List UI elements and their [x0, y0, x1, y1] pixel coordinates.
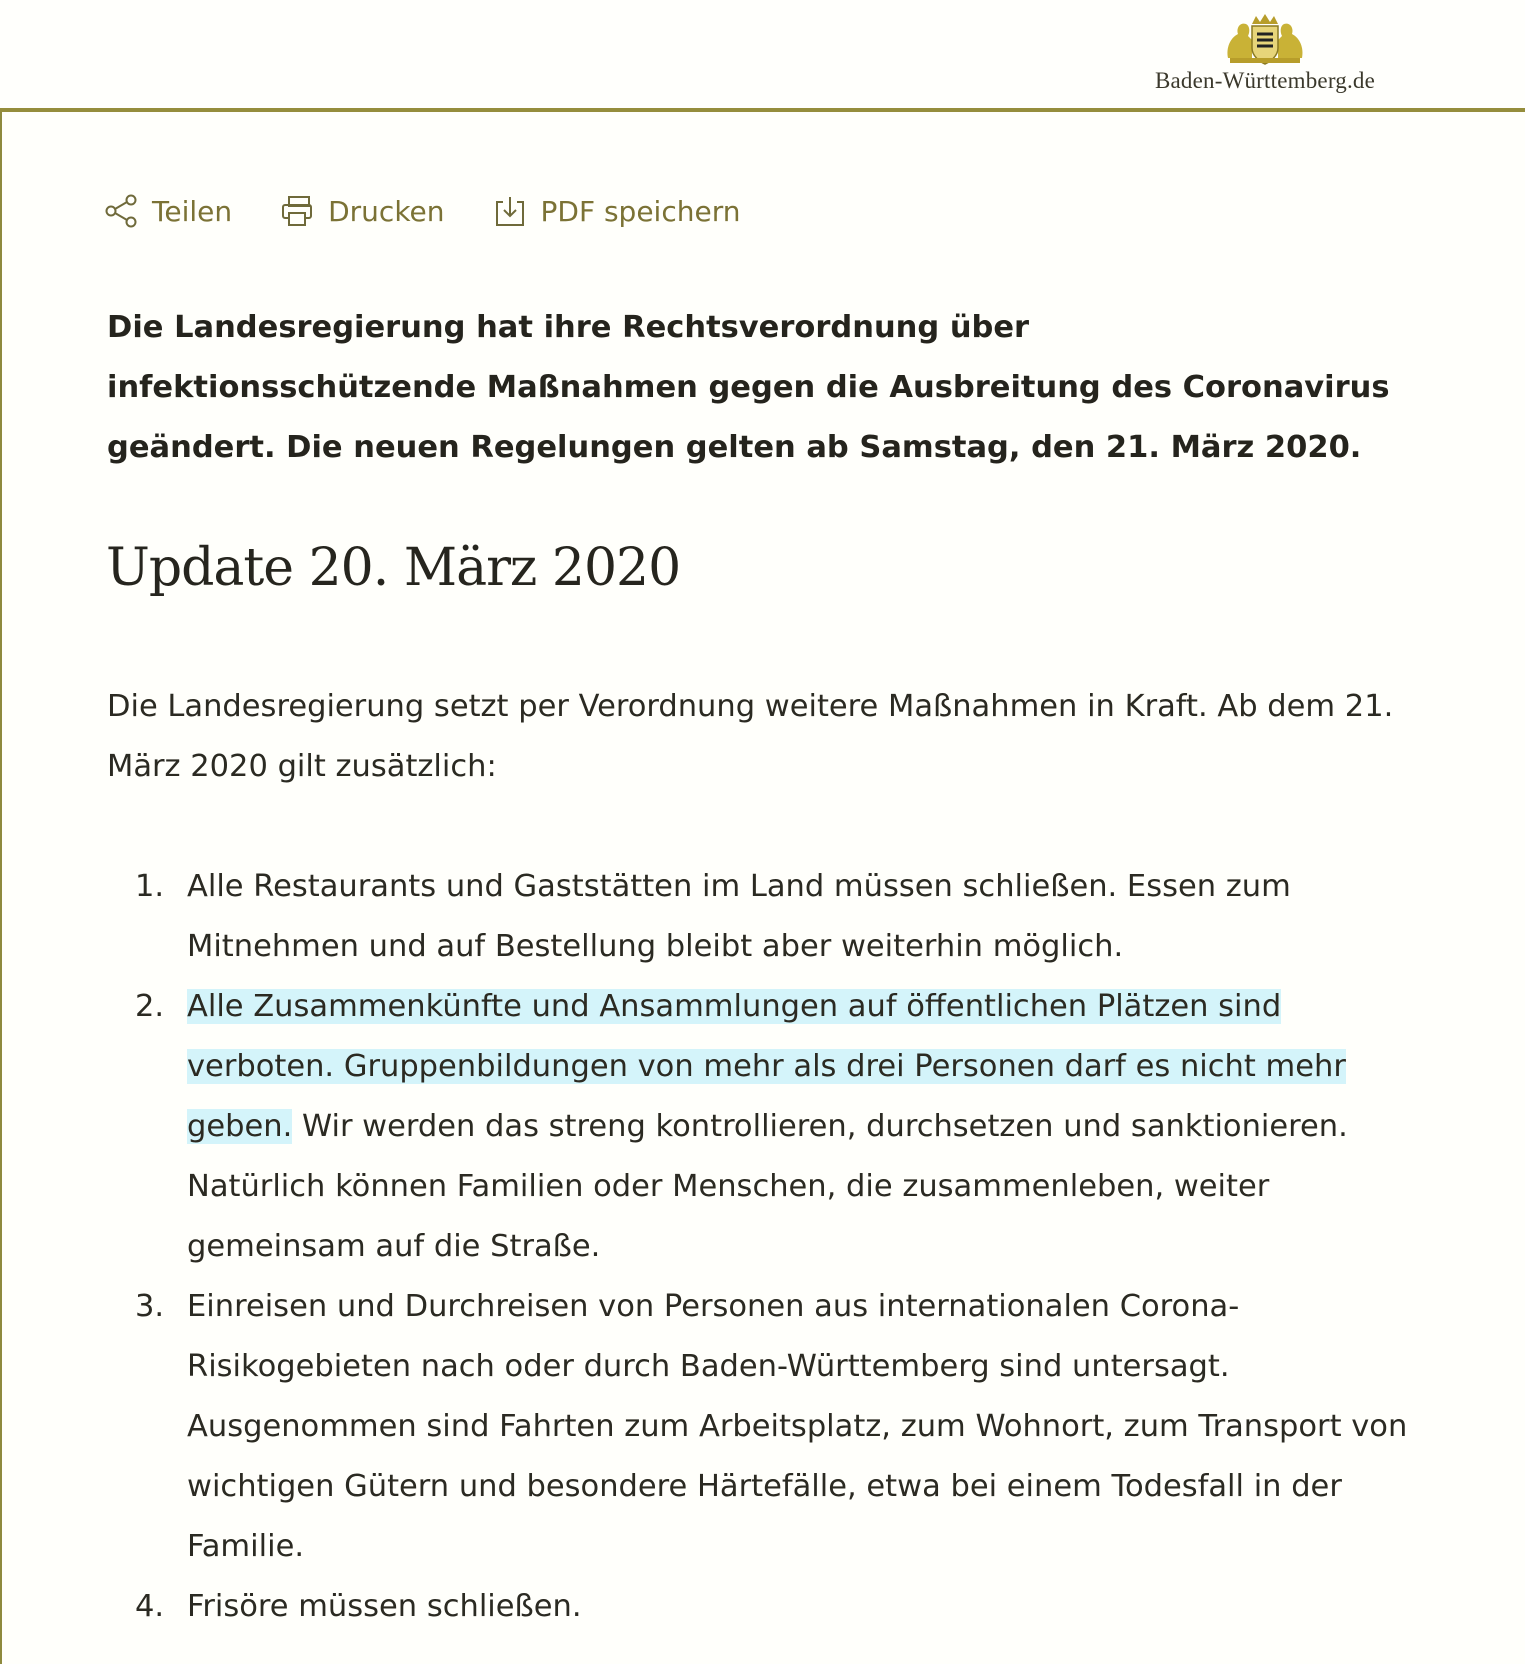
print-icon: [280, 194, 314, 228]
print-label: Drucken: [328, 194, 445, 228]
list-item: [107, 1577, 1427, 1637]
list-text: Wir werden das streng kontrollieren, durchsetzen und sanktionieren. Natürlich können Familien oder Menschen, die zusammenleben, weiter gemeinsam auf die Straße.: [187, 1109, 1348, 1264]
share-label: Teilen: [152, 194, 233, 228]
coat-of-arms-icon: [1222, 14, 1308, 66]
pdf-label: PDF speichern: [540, 194, 741, 228]
page-frame: [0, 0, 2, 1664]
pdf-save-button[interactable]: [493, 194, 741, 228]
list-item: [107, 977, 1427, 1277]
article-lead: Die Landesregierung hat ihre Rechtsverordnung über infektionsschützende Maßnahmen gegen die Ausbreitung des Coronavirus geändert. Die neuen Regelungen gelten ab Samstag, den 21. März 2020.: [107, 310, 1390, 465]
site-logo[interactable]: [1145, 14, 1385, 94]
list-number: 3.: [135, 1289, 165, 1324]
section-intro: Die Landesregierung setzt per Verordnung weitere Maßnahmen in Kraft. Ab dem 21. März 2020 gilt zusätzlich:: [107, 689, 1394, 784]
list-item: [107, 857, 1427, 977]
measures-list: [107, 857, 1427, 1637]
list-number: 4.: [135, 1589, 165, 1624]
article-toolbar: [104, 194, 788, 228]
download-icon: [493, 194, 527, 228]
list-item: [107, 1277, 1427, 1577]
share-icon: [104, 194, 138, 228]
section-heading: Update 20. März 2020: [106, 538, 681, 598]
print-button[interactable]: [280, 194, 444, 228]
list-text: Einreisen und Durchreisen von Personen aus internationalen Corona-Risikogebieten nach oder durch Baden-Württemberg sind untersagt. Ausgenommen sind Fahrten zum Arbeitsplatz, zum Wohnort, zum Transport von wichtigen Gütern und besondere Härtefälle, etwa bei einem Todesfall in der Familie.: [187, 1289, 1408, 1564]
list-number: 2.: [135, 989, 165, 1024]
share-button[interactable]: [104, 194, 232, 228]
list-number: 1.: [135, 869, 165, 904]
list-text: Frisöre müssen schließen.: [187, 1589, 582, 1624]
highlighted-text: Alle Zusammenkünfte und Ansammlungen auf öffentlichen Plätzen sind verboten. Gruppenbildungen von mehr als drei Personen darf es nicht mehr geben.: [187, 989, 1346, 1144]
list-text: Alle Restaurants und Gaststätten im Land müssen schließen. Essen zum Mitnehmen und auf Bestellung bleibt aber weiterhin möglich.: [187, 869, 1291, 964]
site-name: Baden-Württemberg.de: [1154, 68, 1376, 93]
site-header: [0, 0, 1525, 112]
